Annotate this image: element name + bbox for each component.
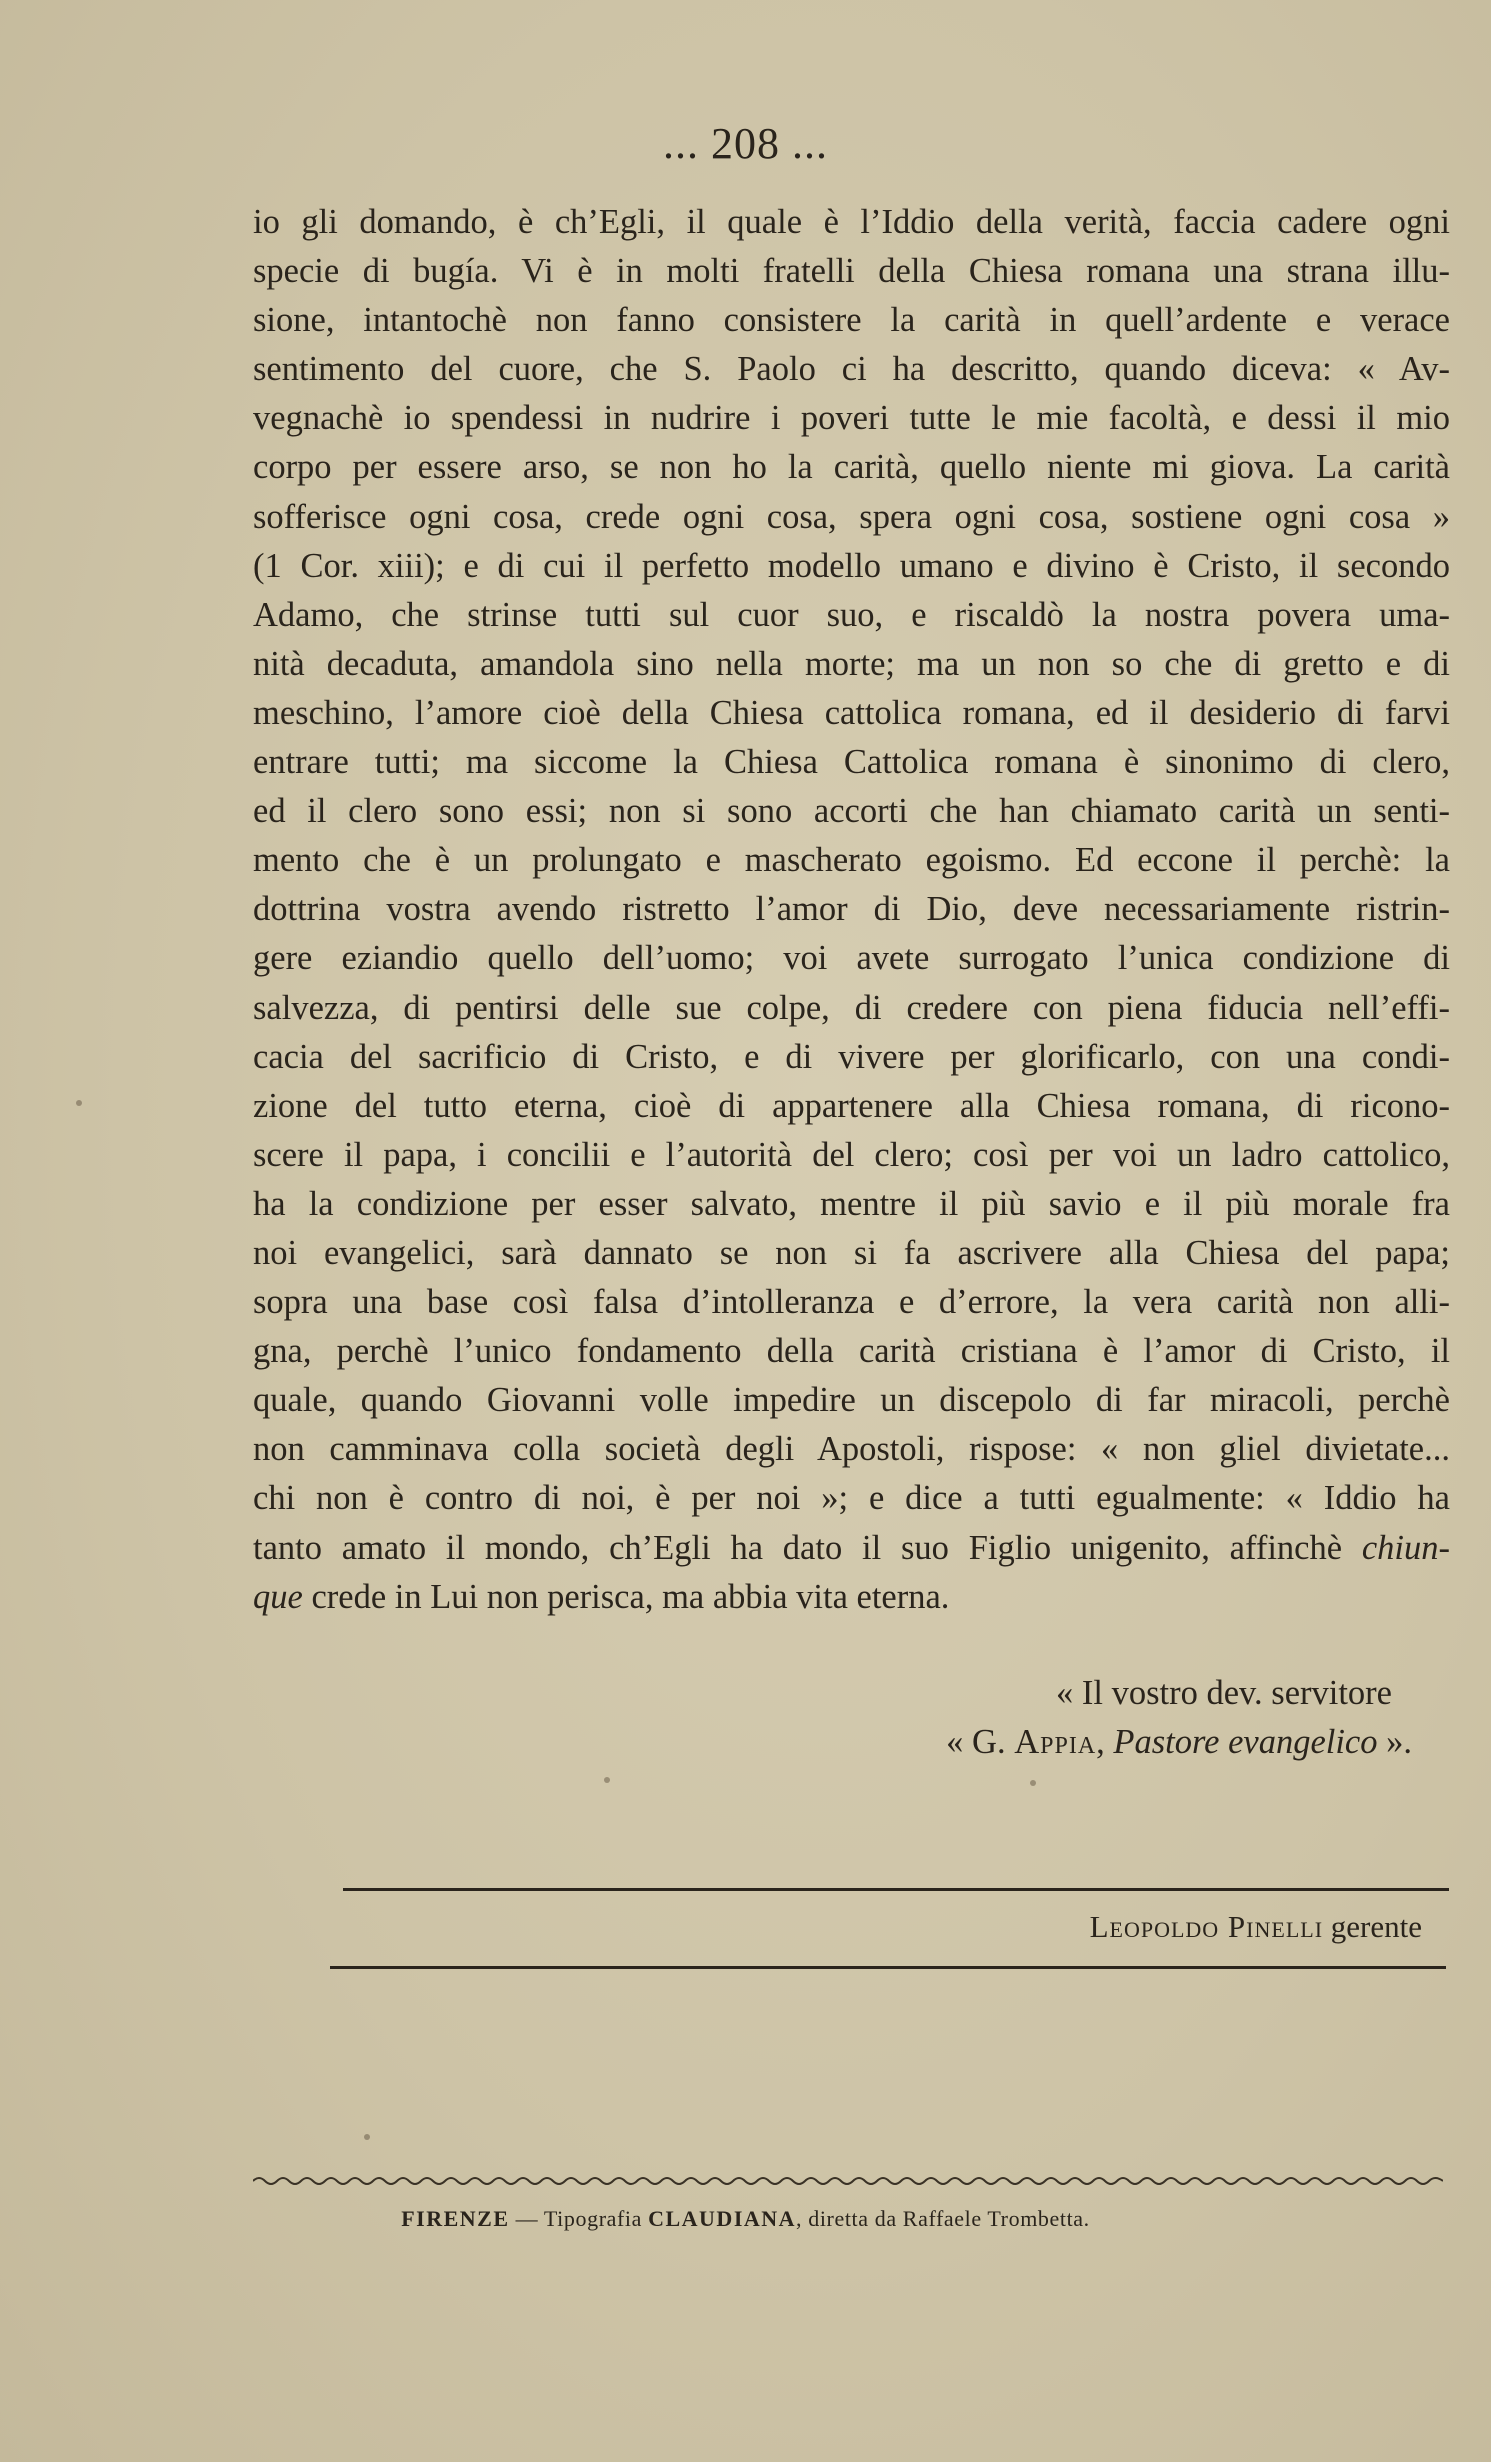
body-line: meschino, l’amore cioè della Chiesa cattolica romana, ed il desiderio di farvi — [253, 693, 1450, 732]
body-line: sofferisce ogni cosa, crede ogni cosa, spera ogni cosa, sostiene ogni cosa » — [253, 497, 1450, 536]
paper-speck — [604, 1777, 610, 1783]
top-rule — [343, 1888, 1449, 1891]
body-line: Adamo, che strinse tutti sul cuor suo, e riscaldò la nostra povera uma- — [253, 595, 1450, 634]
gerente-line: Leopoldo Pinelli gerente — [1089, 1909, 1422, 1944]
body-line: cacia del sacrificio di Cristo, e di vivere per glorificarlo, con una condi- — [253, 1037, 1450, 1076]
wavy-ornament-rule — [253, 2172, 1443, 2188]
signature-closing: « Il vostro dev. servitore — [1056, 1674, 1392, 1712]
body-line: mento che è un prolungato e mascherato egoismo. Ed eccone il perchè: la — [253, 841, 1450, 880]
paper-speck — [76, 1100, 82, 1106]
body-line: sopra una base così falsa d’intolleranza e d’errore, la vera carità non alli- — [253, 1283, 1450, 1322]
signature-name: « G. Appia, Pastore evangelico ». — [946, 1723, 1412, 1761]
body-line: gna, perchè l’unico fondamento della carità cristiana è l’amor di Cristo, il — [253, 1332, 1450, 1371]
italic-word: que — [253, 1577, 303, 1616]
body-line: ha la condizione per esser salvato, mentre il più savio e il più morale fra — [253, 1184, 1450, 1223]
page-number: ... 208 ... — [663, 119, 828, 168]
italic-word: chiun- — [1361, 1528, 1450, 1567]
body-line: quale, quando Giovanni volle impedire un discepolo di far miracoli, perchè — [253, 1381, 1450, 1420]
author-name: Appia — [1014, 1723, 1097, 1761]
gerente-name: Leopoldo Pinelli — [1089, 1909, 1324, 1944]
body-line: io gli domando, è ch’Egli, il quale è l’Iddio della verità, faccia cadere ogni — [253, 203, 1450, 241]
body-line: ed il clero sono essi; non si sono accorti che han chiamato carità un senti- — [253, 792, 1450, 831]
paper-speck — [364, 2134, 370, 2140]
body-line: specie di bugía. Vi è in molti fratelli della Chiesa romana una strana illu- — [253, 252, 1450, 291]
body-line: scere il papa, i concilii e l’autorità del clero; così per voi un ladro cattolico, — [253, 1135, 1450, 1174]
body-line: (1 Cor. xiii); e di cui il perfetto modello umano e divino è Cristo, il secondo — [253, 546, 1450, 585]
body-line: non camminava colla società degli Apostoli, rispose: « non gliel divietate... — [253, 1430, 1450, 1469]
body-line: entrare tutti; ma siccome la Chiesa Cattolica romana è sinonimo di clero, — [253, 743, 1450, 782]
body-line: zione del tutto eterna, cioè di appartenere alla Chiesa romana, di ricono- — [253, 1086, 1450, 1125]
body-line: corpo per essere arso, se non ho la carità, quello niente mi giova. La carità — [253, 448, 1450, 487]
body-line: nità decaduta, amandola sino nella morte; ma un non so che di gretto e di — [253, 644, 1450, 683]
letter-body — [253, 198, 1450, 1622]
body-line: vegnachè io spendessi in nudrire i poveri tutte le mie facoltà, e dessi il mio — [253, 399, 1450, 438]
body-line: chi non è contro di noi, è per noi »; e dice a tutti egualmente: « Iddio ha — [253, 1479, 1450, 1518]
body-line: tanto amato il mondo, ch’Egli ha dato il suo Figlio unigenito, affinchè chiun- — [253, 1528, 1450, 1567]
body-line: sentimento del cuore, che S. Paolo ci ha descritto, quando diceva: « Av- — [253, 350, 1450, 389]
body-line: dottrina vostra avendo ristretto l’amor di Dio, deve necessariamente ristrin- — [253, 890, 1450, 929]
paper-speck — [1030, 1780, 1036, 1786]
body-line-last: que crede in Lui non perisca, ma abbia vita eterna. — [253, 1577, 950, 1616]
printer-imprint: FIRENZE — Tipografia CLAUDIANA, diretta da Raffaele Trombetta. — [401, 2206, 1090, 2231]
body-line: gere eziandio quello dell’uomo; voi avete surrogato l’unica condizione di — [253, 939, 1450, 978]
body-line: sione, intantochè non fanno consistere la carità in quell’ardente e verace — [253, 301, 1450, 340]
body-line: noi evangelici, sarà dannato se non si fa ascrivere alla Chiesa del papa; — [253, 1233, 1450, 1272]
body-line: salvezza, di pentirsi delle sue colpe, di credere con piena fiducia nell’effi- — [253, 988, 1450, 1027]
bottom-rule — [330, 1966, 1446, 1969]
author-title: Pastore evangelico — [1113, 1723, 1378, 1761]
